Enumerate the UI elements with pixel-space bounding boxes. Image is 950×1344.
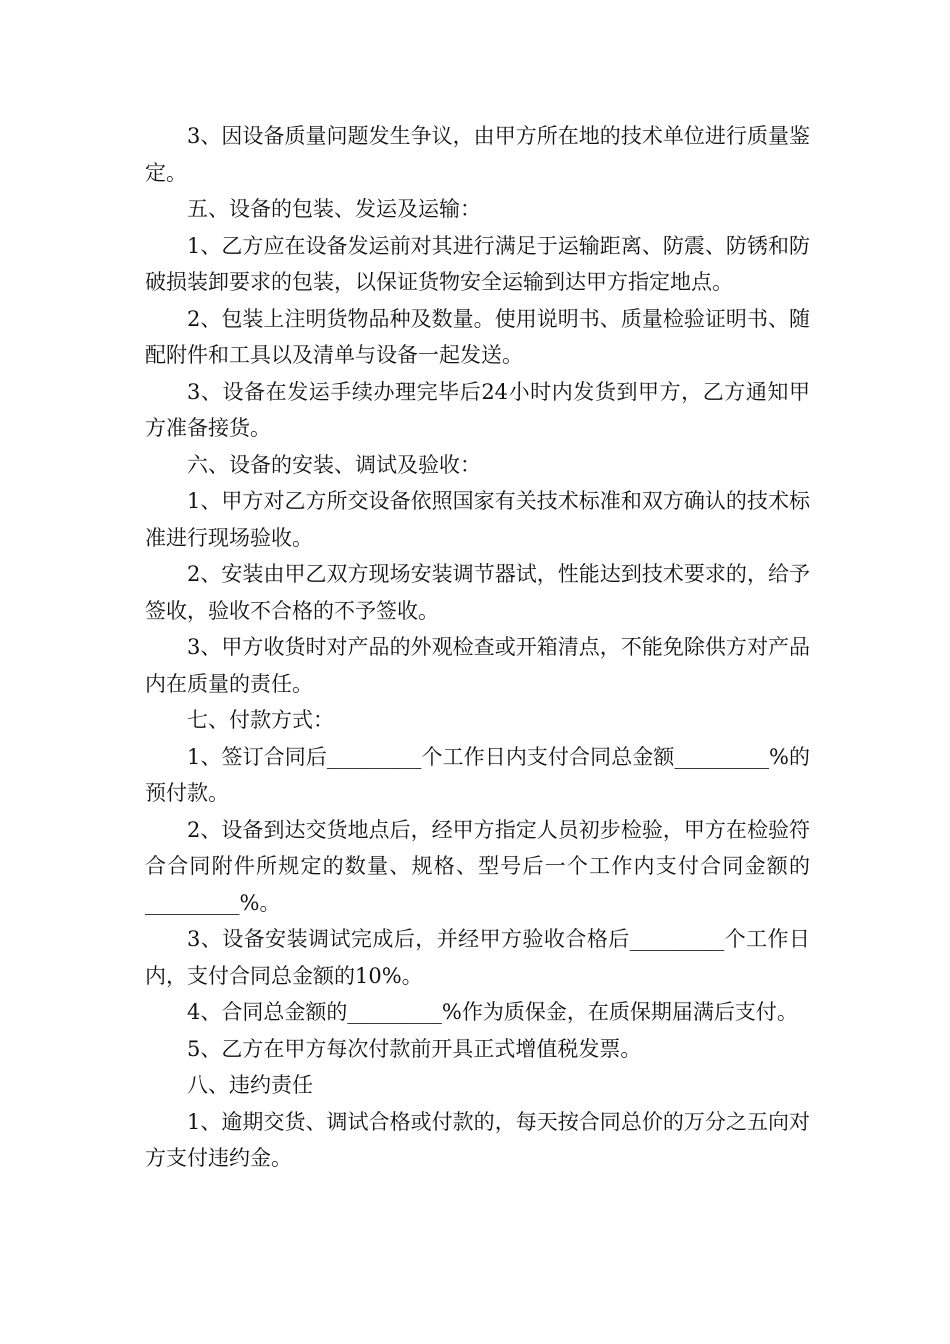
contract-body xyxy=(145,118,810,1177)
clause-paragraph: 3、因设备质量问题发生争议，由甲方所在地的技术单位进行质量鉴定。 xyxy=(145,124,810,185)
clause-paragraph: 1、签订合同后_________个工作日内支付合同总金额_________%的预付款。 xyxy=(145,744,810,805)
section-heading: 七、付款方式： xyxy=(187,708,334,732)
clause-paragraph: 3、设备安装调试完成后，并经甲方验收合格后_________个工作日内，支付合同总金额的10%。 xyxy=(145,927,810,988)
clause-paragraph: 4、合同总金额的_________%作为质保金，在质保期届满后支付。 xyxy=(187,1000,798,1024)
clause-paragraph: 2、安装由甲乙双方现场安装调节器试，性能达到技术要求的，给予签收，验收不合格的不予签收。 xyxy=(145,562,810,623)
section-heading: 八、违约责任 xyxy=(187,1073,313,1097)
clause-paragraph: 3、设备在发运手续办理完毕后24小时内发货到甲方，乙方通知甲方准备接货。 xyxy=(145,379,810,440)
clause-paragraph: 1、逾期交货、调试合格或付款的，每天按合同总价的万分之五向对方支付违约金。 xyxy=(145,1109,810,1170)
section-heading: 六、设备的安装、调试及验收： xyxy=(187,452,481,477)
section-heading: 五、设备的包装、发运及运输： xyxy=(187,197,481,221)
clause-paragraph: 2、包装上注明货物品种及数量。使用说明书、质量检验证明书、随配附件和工具以及清单与设备一起发送。 xyxy=(145,306,810,367)
clause-paragraph: 1、甲方对乙方所交设备依照国家有关技术标准和双方确认的技术标准进行现场验收。 xyxy=(145,489,810,550)
clause-paragraph: 5、乙方在甲方每次付款前开具正式增值税发票。 xyxy=(187,1036,642,1061)
clause-paragraph: 2、设备到达交货地点后，经甲方指定人员初步检验，甲方在检验符合合同附件所规定的数量、规格、型号后一个工作内支付合同金额的_________%。 xyxy=(145,817,810,915)
clause-paragraph: 3、甲方收货时对产品的外观检查或开箱清点，不能免除供方对产品内在质量的责任。 xyxy=(145,635,810,696)
clause-paragraph: 1、乙方应在设备发运前对其进行满足于运输距离、防震、防锈和防破损装卸要求的包装，以保证货物安全运输到达甲方指定地点。 xyxy=(145,233,810,294)
